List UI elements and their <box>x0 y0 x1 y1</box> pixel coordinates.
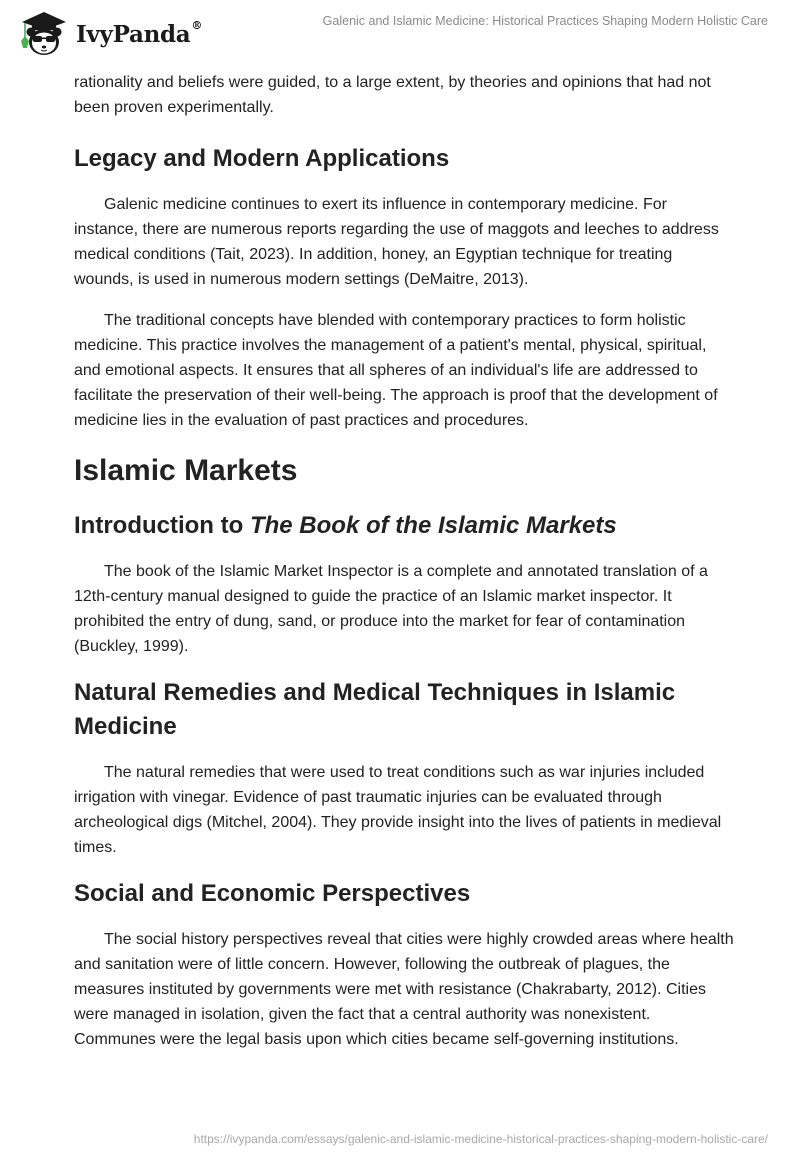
paragraph: The traditional concepts have blended with contemporary practices to form holistic medicine. This practice involves the management of a patient's mental, physical, spiritual, and emotional aspects. It ensures that all spheres of an individual's life are addressed to facilitate the preservation of their well-being. The approach is proof that the development of medicine lies in the evaluation of past practices and procedures. <box>74 312 718 429</box>
section-heading-legacy: Legacy and Modern Applications <box>74 145 450 172</box>
source-url[interactable]: https://ivypanda.com/essays/galenic-and-islamic-medicine-historical-practices-shaping-modern-holistic-care/ <box>193 1132 768 1146</box>
continuation-paragraph: rationality and beliefs were guided, to a large extent, by theories and opinions that had not been proven experimentally. <box>74 74 711 116</box>
brand-name: IvyPanda® <box>76 18 203 48</box>
document-title: Galenic and Islamic Medicine: Historical Practices Shaping Modern Holistic Care <box>322 14 768 28</box>
panda-graduate-icon <box>14 8 70 58</box>
page-header <box>0 0 800 60</box>
essay-content <box>74 70 734 1052</box>
paragraph: The book of the Islamic Market Inspector is a complete and annotated translation of a 12th-century manual designed to guide the practice of an Islamic market inspector. It prohibited the entry of dung, sand, or produce into the market for fear of contamination (Buckley, 1999). <box>74 563 708 655</box>
paragraph: The natural remedies that were used to treat conditions such as war injuries included irrigation with vinegar. Evidence of past traumatic injuries can be evaluated through archeological digs (Mitchel, 2004). They provide insight into the lives of patients in medieval times. <box>74 764 722 856</box>
section-heading-social-economic: Social and Economic Perspectives <box>74 880 471 907</box>
major-heading-islamic-markets: Islamic Markets <box>74 454 298 487</box>
registered-mark: ® <box>191 18 203 32</box>
section-heading-natural-remedies: Natural Remedies and Medical Techniques in Islamic Medicine <box>74 679 676 740</box>
ivypanda-logo[interactable] <box>14 8 202 58</box>
paragraph: Galenic medicine continues to exert its influence in contemporary medicine. For instance, there are numerous reports regarding the use of maggots and leeches to address medical conditions (Tait, 2023). In addition, honey, an Egyptian technique for treating wounds, is used in numerous modern settings (DeMaitre, 2013). <box>74 196 719 288</box>
section-heading-introduction: Introduction to The Book of the Islamic Markets <box>74 512 617 539</box>
book-title: The Book of the Islamic Markets <box>249 512 617 539</box>
paragraph: The social history perspectives reveal that cities were highly crowded areas where health and sanitation were of little concern. However, following the outbreak of plagues, the measures instituted by governments were met with resistance (Chakrabarty, 2012). Cities were managed in isolation, given the fact that a central authority was nonexistent. Communes were the legal basis upon which cities became self-governing institutions. <box>74 931 734 1048</box>
